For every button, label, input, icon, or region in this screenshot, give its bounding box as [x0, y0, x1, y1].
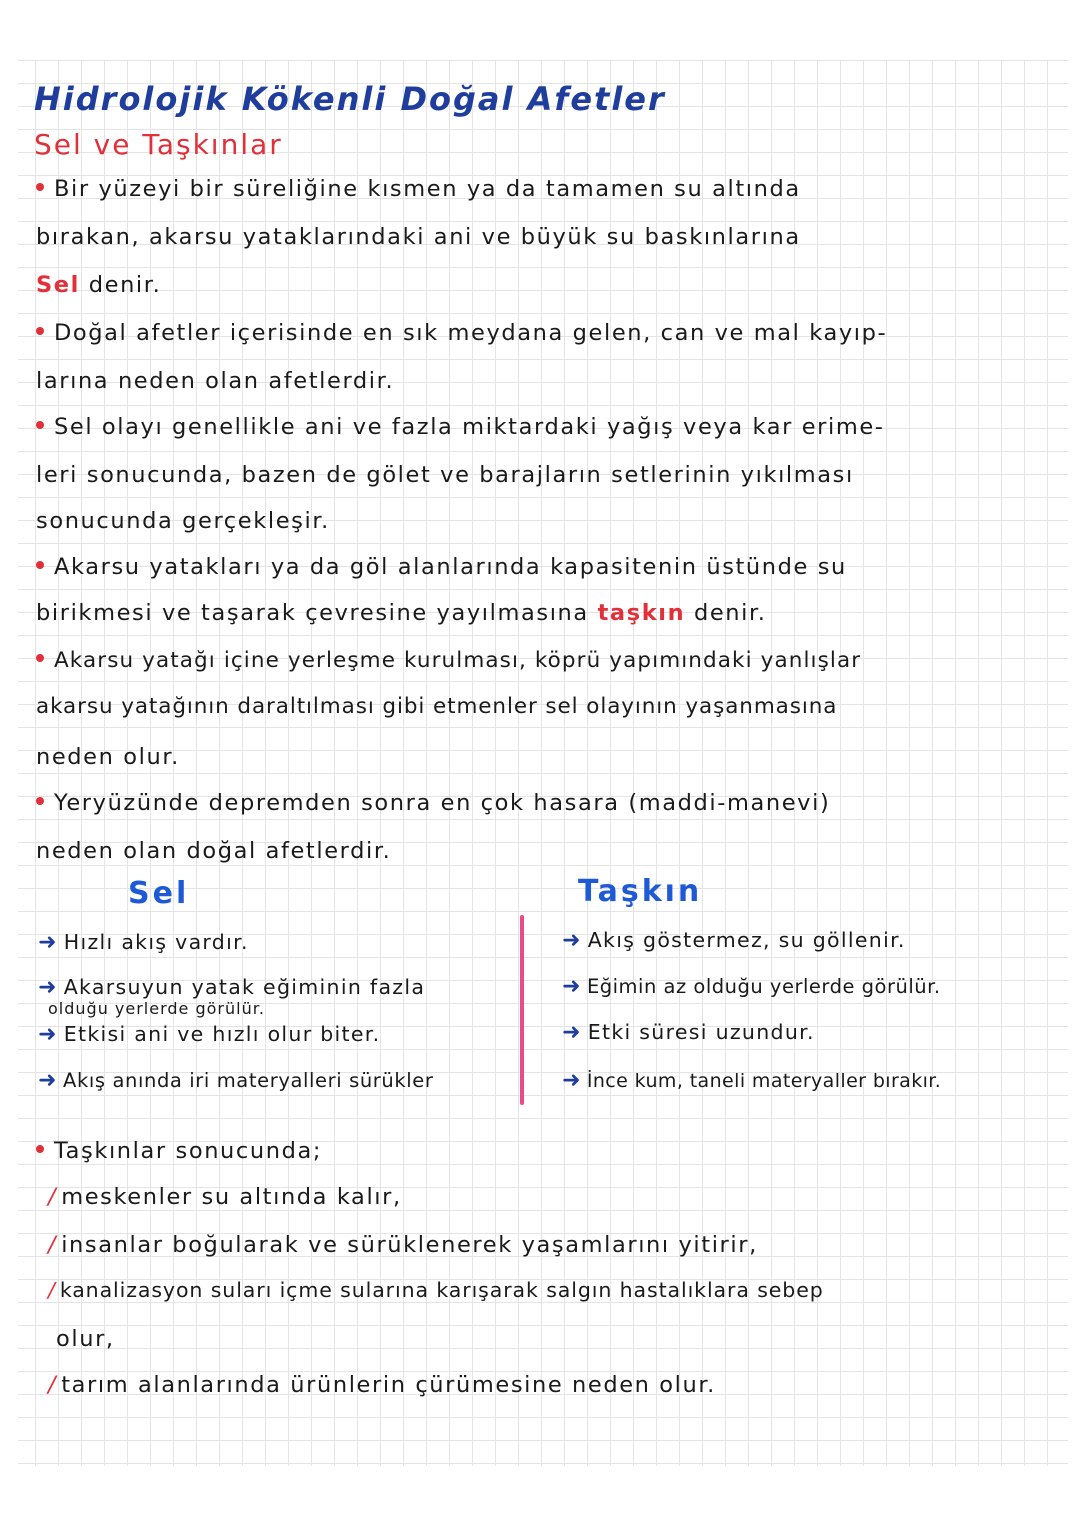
- p5-line3: neden olur.: [36, 744, 180, 770]
- sel-item-4-text: Akış anında iri materyalleri sürükler: [63, 1069, 434, 1092]
- p4-line2-b: denir.: [693, 600, 767, 626]
- page-left-margin: [0, 0, 18, 1528]
- bullet-icon: [36, 797, 44, 805]
- arrow-icon: ➜: [38, 930, 58, 955]
- results-intro: [36, 1140, 1066, 1163]
- sel-item-1-text: Hızlı akış vardır.: [63, 930, 249, 954]
- bullet-icon: [36, 183, 44, 191]
- results-intro-text: Taşkınlar sonucunda;: [54, 1138, 323, 1164]
- bullet-icon: [36, 1145, 44, 1153]
- p6-line1-text: Yeryüzünde depremden sonra en çok hasara (maddi-manevi): [54, 790, 831, 816]
- p2-line2: larına neden olan afetlerdir.: [36, 368, 395, 394]
- page-title: Hidrolojik Kökenli Doğal Afetler: [34, 80, 666, 118]
- p1-line1-text: Bir yüzeyi bir süreliğine kısmen ya da tamamen su altında: [54, 176, 801, 202]
- sel-item-3: [38, 1022, 380, 1047]
- taskin-item-2: [562, 974, 941, 999]
- p4-line2-a: birikmesi ve taşarak çevresine yayılmasına: [36, 600, 589, 626]
- results-item-3: [48, 1280, 1078, 1301]
- p6-line1: [36, 792, 1066, 815]
- p1-line2: bırakan, akarsu yataklarındaki ani ve büyük su baskınlarına: [36, 224, 801, 250]
- taskin-item-1: [562, 928, 906, 953]
- sel-item-2: [38, 976, 425, 1018]
- bullet-icon: [36, 561, 44, 569]
- taskin-item-3-text: Etki süresi uzundur.: [587, 1020, 815, 1044]
- sel-item-2-text: Akarsuyun yatak eğiminin fazla: [63, 975, 426, 999]
- bullet-icon: [36, 327, 44, 335]
- p4-line2: [36, 602, 1066, 625]
- tick-icon: /: [48, 1184, 58, 1210]
- column-divider: [520, 915, 524, 1105]
- arrow-icon: ➜: [562, 1020, 582, 1045]
- bullet-icon: [36, 654, 44, 662]
- p4-line1-text: Akarsu yatakları ya da göl alanlarında kapasitenin üstünde su: [54, 554, 847, 580]
- p4-line1: [36, 556, 1066, 579]
- arrow-icon: ➜: [562, 974, 581, 999]
- arrow-icon: ➜: [562, 1068, 581, 1093]
- tick-icon: /: [48, 1372, 58, 1398]
- arrow-icon: ➜: [38, 1022, 58, 1047]
- sel-item-3-text: Etkisi ani ve hızlı olur biter.: [63, 1022, 381, 1046]
- page-subtitle: Sel ve Taşkınlar: [34, 128, 283, 161]
- tick-icon: /: [48, 1232, 58, 1258]
- results-item-1-text: meskenler su altında kalır,: [61, 1184, 402, 1210]
- results-item-2-text: insanlar boğularak ve sürüklenerek yaşamlarını yitirir,: [61, 1232, 758, 1258]
- sel-item-2-cont: olduğu yerlerde görülür.: [48, 999, 265, 1019]
- p6-line2: neden olan doğal afetlerdir.: [36, 838, 392, 864]
- p1-line1: [36, 178, 1066, 201]
- taskin-item-1-text: Akış göstermez, su göllenir.: [587, 928, 906, 952]
- sel-item-1: [38, 930, 249, 955]
- sel-item-4: [38, 1068, 434, 1093]
- sel-column-title: Sel: [128, 876, 190, 911]
- results-item-4-text: tarım alanlarında ürünlerin çürümesine neden olur.: [61, 1372, 716, 1398]
- bullet-icon: [36, 421, 44, 429]
- p5-line1: [36, 650, 1066, 672]
- results-item-1: [48, 1186, 1078, 1209]
- taskin-item-4: [562, 1068, 941, 1093]
- taskin-item-4-text: İnce kum, taneli materyaller bırakır.: [586, 1070, 942, 1092]
- taskin-item-3: [562, 1020, 815, 1045]
- results-item-3-cont: olur,: [56, 1326, 115, 1352]
- page-top-margin: [0, 0, 1080, 60]
- p5-line2: akarsu yatağının daraltılması gibi etmenler sel olayının yaşanmasına: [36, 694, 838, 719]
- arrow-icon: ➜: [38, 975, 58, 1000]
- page-bottom-margin: [0, 1466, 1080, 1528]
- p3-line1-text: Sel olayı genellikle ani ve fazla miktardaki yağış veya kar erime-: [54, 414, 885, 440]
- arrow-icon: ➜: [38, 1068, 58, 1093]
- p1-line3-rest: denir.: [88, 272, 162, 298]
- p5-line1-text: Akarsu yatağı içine yerleşme kurulması, köprü yapımındaki yanlışlar: [54, 648, 862, 673]
- p3-line1: [36, 416, 1066, 439]
- results-item-4: [48, 1374, 1078, 1397]
- arrow-icon: ➜: [562, 928, 582, 953]
- results-item-3-text: kanalizasyon suları içme sularına karışarak salgın hastalıklara sebep: [59, 1278, 824, 1302]
- p3-line3: sonucunda gerçekleşir.: [36, 508, 330, 534]
- p3-line2: leri sonucunda, bazen de gölet ve barajların setlerinin yıkılması: [36, 462, 854, 488]
- term-sel: Sel: [36, 272, 80, 298]
- taskin-item-2-text: Eğimin az olduğu yerlerde görülür.: [586, 975, 941, 998]
- term-taskin: taşkın: [597, 600, 686, 626]
- p2-line1-text: Doğal afetler içerisinde en sık meydana gelen, can ve mal kayıp-: [54, 320, 888, 346]
- tick-icon: /: [48, 1278, 56, 1302]
- results-item-2: [48, 1234, 1078, 1257]
- p2-line1: [36, 322, 1066, 345]
- taskin-column-title: Taşkın: [578, 874, 703, 909]
- p1-line3: [36, 274, 1066, 297]
